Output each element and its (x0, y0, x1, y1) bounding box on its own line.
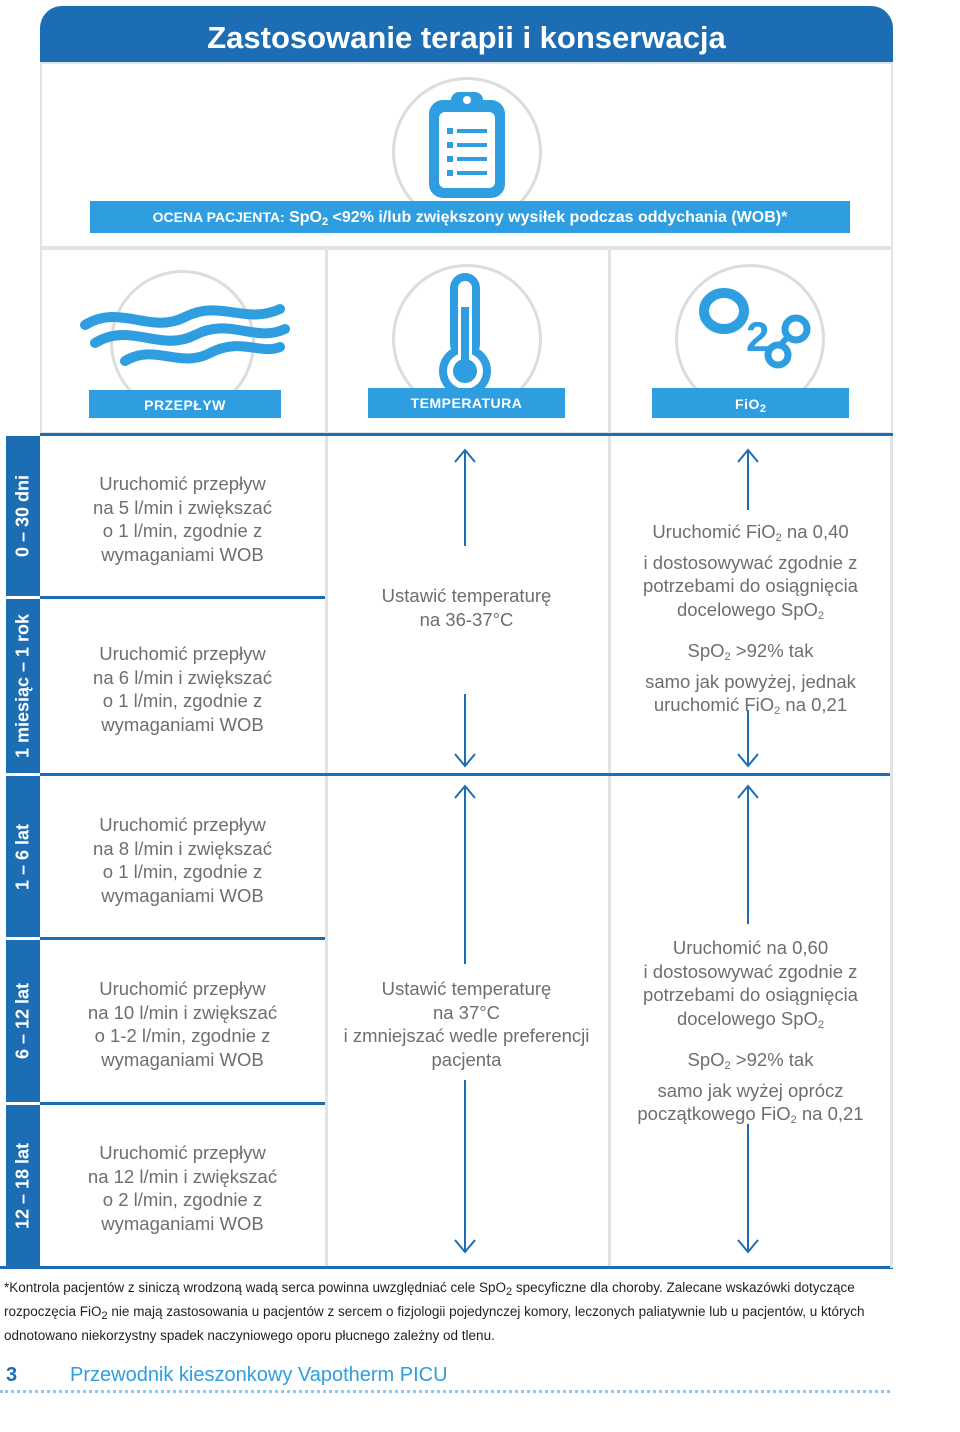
column-label-sub: 2 (759, 403, 766, 415)
air-flow-waves (80, 295, 290, 375)
fio2-cell: Uruchomić FiO$_2$ na 0,40 i dostosowywać zgodnie z potrzebami do osiągnięcia docelowego SpO$_2$ SpO$_2$ >92% tak samo jak powyżej, jednak uruchomić FiO$_2$ na 0,21 (643, 521, 858, 717)
flow-cell: Uruchomić przepływ na 5 l/min i zwiększać o 1 l/min, zgodnie z wymaganiami WOB (93, 473, 272, 565)
table-top-rule (40, 433, 893, 436)
fio2-cell: Uruchomić na 0,60 i dostosowywać zgodnie z potrzebami do osiągnięcia docelowego SpO$_2$ SpO$_2$ >92% tak samo jak wyżej oprócz początkowego FiO$_2$ na 0,21 (637, 937, 864, 1126)
age-0-30-days: 0 – 30 dni (6, 436, 40, 596)
footnote: *Kontrola pacjentów z siniczą wrodzoną wadą serca powinna uwzględniać cele SpO$_2$ specyficzne dla choroby. Zalecane wskazówki dotyczące rozpoczęcia FiO$_2$ nie mają zastosowania u pacjentów z sercem o fizjologii pojedynczej komory, leczonych paliatywnie lub u pacjentów, u których odnotowano niekorzystny spadek naczyniowego oporu płucnego zależny od tlenu. (4, 1280, 865, 1343)
flow-cell: Uruchomić przepływ na 12 l/min i zwiększać o 2 l/min, zgodnie z wymaganiami WOB (87, 1142, 278, 1234)
temperature-cell: Ustawić temperaturę na 37°C i zmniejszać wedle preferencji pacjenta (343, 978, 590, 1070)
page-number: 3 (6, 1364, 18, 1386)
assessment-text: <92% i/lub zwiększony wysiłek podczas oddychania (WOB)* (332, 209, 788, 226)
svg-text:2: 2 (746, 313, 770, 360)
column-divider (325, 248, 328, 434)
column-label-flow (89, 390, 281, 418)
column-label-text: FiO (735, 396, 760, 412)
page-title: Zastosowanie terapii i konserwacja (207, 20, 726, 55)
assessment-prefix: OCENA PACJENTA: (152, 209, 285, 225)
column-label-temperature (368, 388, 565, 418)
row-rule (40, 596, 325, 599)
column-divider (325, 436, 328, 1268)
assessment-spo2-sub: 2 (321, 216, 329, 228)
footer-title: Przewodnik kieszonkowy Vapotherm PICU (70, 1364, 448, 1386)
column-label-text: PRZEPŁYW (144, 397, 226, 413)
header-banner (40, 6, 893, 62)
temperature-cell: Ustawić temperaturę na 36-37°C (381, 585, 552, 630)
column-label-text: TEMPERATURA (410, 395, 523, 411)
flow-cell: Uruchomić przepływ na 10 l/min i zwiększać o 1-2 l/min, zgodnie z wymaganiami WOB (87, 978, 278, 1070)
assessment-spo2: SpO (289, 209, 322, 226)
column-divider (608, 248, 611, 434)
row-rule (40, 1102, 325, 1105)
table-bottom-rule (0, 1266, 893, 1269)
row-rule (40, 937, 325, 940)
flow-cell: Uruchomić przepływ na 8 l/min i zwiększać o 1 l/min, zgodnie z wymaganiami WOB (93, 814, 272, 906)
flow-cell: Uruchomić przepływ na 6 l/min i zwiększać o 1 l/min, zgodnie z wymaganiami WOB (93, 643, 272, 735)
column-label-fio2 (652, 388, 849, 418)
age-6-12-years: 6 – 12 lat (6, 940, 40, 1102)
group-rule (40, 773, 893, 776)
age-1-6-years: 1 – 6 lat (6, 776, 40, 937)
assessment-bar (90, 201, 850, 233)
footer-dotted-rule (0, 1390, 890, 1393)
age-12-18-years: 12 – 18 lat (6, 1105, 40, 1266)
age-1-month-1-year: 1 miesiąc – 1 rok (6, 599, 40, 773)
